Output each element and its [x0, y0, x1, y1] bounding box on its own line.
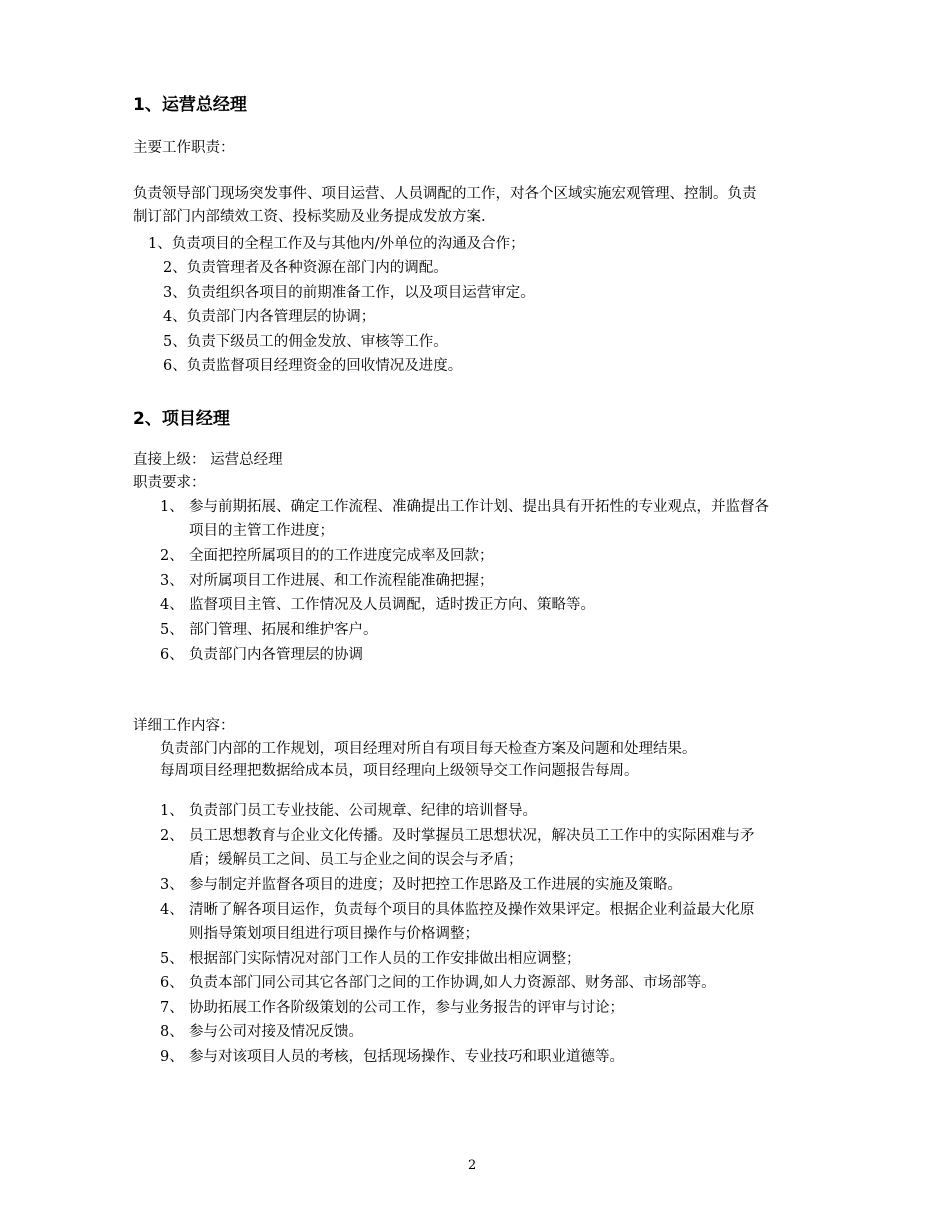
section1-item: 2、负责管理者及各种资源在部门内的调配。: [163, 260, 448, 276]
detail-number: 6、: [160, 975, 184, 991]
section2-supervisor: 直接上级： 运营总经理: [133, 452, 283, 468]
detail-text: 参与公司对接及情况反馈。: [189, 1024, 363, 1040]
section1-heading: 1、运营总经理: [133, 95, 247, 115]
section1-item: 6、负责监督项目经理资金的回收情况及进度。: [163, 358, 463, 374]
req-number: 1、: [160, 499, 184, 515]
detail-label: 详细工作内容：: [133, 718, 235, 734]
req-text: 负责部门内各管理层的协调: [189, 647, 363, 663]
req-text: 监督项目主管、工作情况及人员调配，适时拨正方向、策略等。: [189, 597, 595, 613]
detail-number: 4、: [160, 902, 184, 918]
detail-number: 2、: [160, 828, 184, 844]
req-text: 参与前期拓展、确定工作流程、准确提出工作计划、提出具有开拓性的专业观点，并监督各: [189, 499, 769, 515]
section1-intro-line1: 负责领导部门现场突发事件、项目运营、人员调配的工作，对各个区域实施宏观管理、控制。负责: [133, 186, 757, 202]
detail-text: 负责本部门同公司其它各部门之间的工作协调,如人力资源部、财务部、市场部等。: [189, 975, 716, 991]
req-number: 5、: [160, 622, 184, 638]
detail-text: 根据部门实际情况对部门工作人员的工作安排做出相应调整；: [189, 951, 581, 967]
section1-item: 5、负责下级员工的佣金发放、审核等工作。: [163, 334, 448, 350]
section2-heading: 2、项目经理: [133, 409, 230, 429]
section1-item: 1、负责项目的全程工作及与其他内/外单位的沟通及合作；: [148, 236, 525, 252]
detail-number: 7、: [160, 1000, 184, 1016]
req-text: 部门管理、拓展和维护客户。: [189, 622, 378, 638]
detail-text: 员工思想教育与企业文化传播。及时掌握员工思想状况，解决员工工作中的实际困难与矛: [189, 828, 755, 844]
detail-number: 3、: [160, 877, 184, 893]
section1-item: 3、负责组织各项目的前期准备工作，以及项目运营审定。: [163, 285, 535, 301]
detail-text: 协助拓展工作各阶级策划的公司工作，参与业务报告的评审与讨论；: [189, 1000, 624, 1016]
detail-intro-line2: 每周项目经理把数据给成本员，项目经理向上级领导交工作问题报告每周。: [160, 763, 639, 779]
req-number: 2、: [160, 548, 184, 564]
section1-item: 4、负责部门内各管理层的协调；: [163, 309, 376, 325]
req-text: 对所属项目工作进展、和工作流程能准确把握；: [189, 573, 494, 589]
detail-text: 清晰了解各项目运作，负责每个项目的具体监控及操作效果评定。根据企业利益最大化原: [189, 902, 755, 918]
section1-intro-line2: 制订部门内部绩效工资、投标奖励及业务提成发放方案.: [133, 209, 486, 225]
detail-text: 盾；缓解员工之间、员工与企业之间的误会与矛盾；: [189, 852, 523, 868]
page-number: 2: [468, 1158, 477, 1173]
section1-duties-label: 主要工作职责：: [133, 140, 235, 156]
detail-number: 9、: [160, 1049, 184, 1065]
detail-number: 5、: [160, 951, 184, 967]
detail-text: 参与对该项目人员的考核，包括现场操作、专业技巧和职业道德等。: [189, 1049, 624, 1065]
detail-number: 1、: [160, 803, 184, 819]
detail-text: 参与制定并监督各项目的进度；及时把控工作思路及工作进展的实施及策略。: [189, 877, 682, 893]
detail-intro-line1: 负责部门内部的工作规划，项目经理对所自有项目每天检查方案及问题和处理结果。: [160, 741, 697, 757]
detail-number: 8、: [160, 1024, 184, 1040]
detail-text: 则指导策划项目组进行项目操作与价格调整；: [189, 926, 479, 942]
req-text: 全面把控所属项目的的工作进度完成率及回款；: [189, 548, 494, 564]
req-number: 4、: [160, 597, 184, 613]
section2-req-label: 职责要求：: [133, 475, 206, 491]
req-number: 6、: [160, 647, 184, 663]
req-number: 3、: [160, 573, 184, 589]
detail-text: 负责部门员工专业技能、公司规章、纪律的培训督导。: [189, 803, 537, 819]
req-text: 项目的主管工作进度；: [189, 523, 334, 539]
